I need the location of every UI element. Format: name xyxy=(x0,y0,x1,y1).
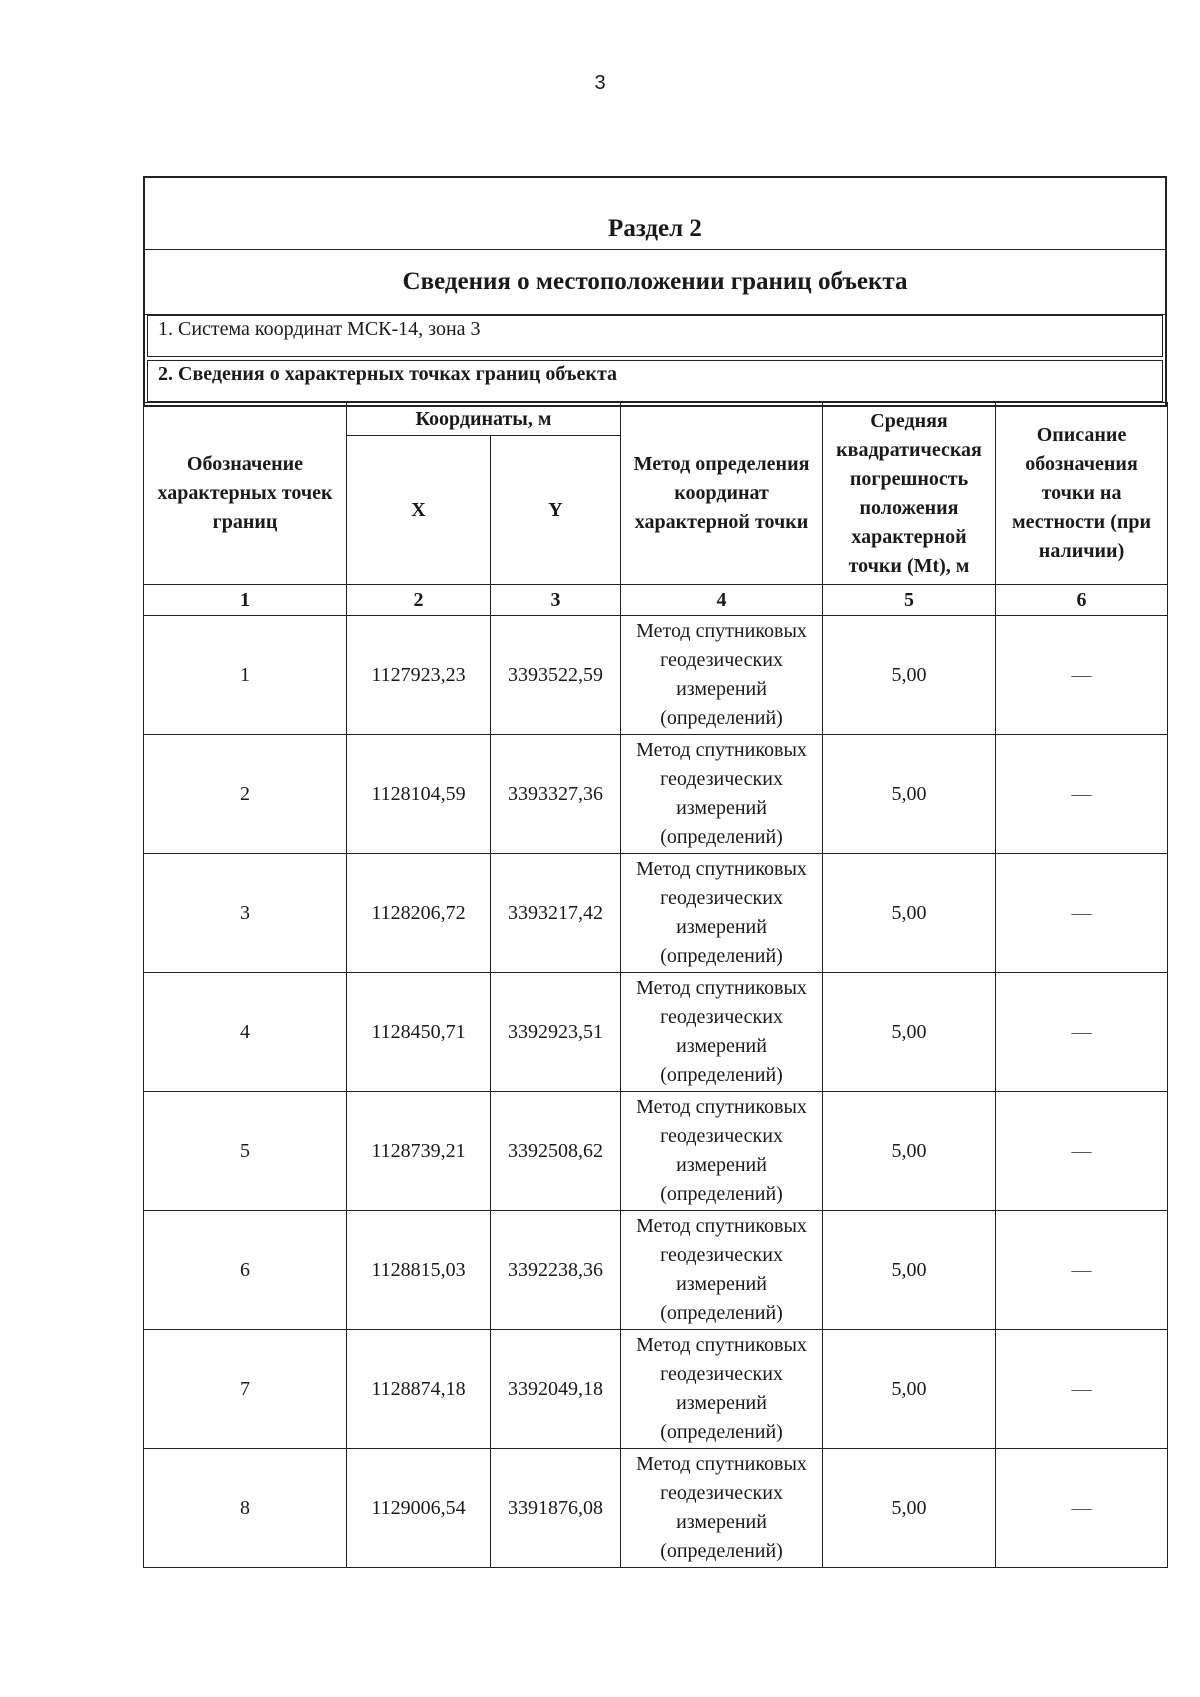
page-number: 3 xyxy=(594,72,606,94)
column-number: 3 xyxy=(491,585,621,616)
x-coordinate: 1128450,71 xyxy=(347,973,491,1092)
error-cell: 5,00 xyxy=(823,1211,996,1330)
description-cell: — xyxy=(996,854,1168,973)
header-description: Описание обозначения точки на местности (при наличии) xyxy=(996,403,1168,585)
x-coordinate: 1128874,18 xyxy=(347,1330,491,1449)
method-cell: Метод спутниковых геодезических измерений (определений) xyxy=(621,1211,823,1330)
error-cell: 5,00 xyxy=(823,973,996,1092)
x-coordinate: 1128739,21 xyxy=(347,1092,491,1211)
table-row xyxy=(144,616,1168,735)
point-id: 5 xyxy=(144,1092,347,1211)
error-cell: 5,00 xyxy=(823,1092,996,1211)
method-cell: Метод спутниковых геодезических измерений (определений) xyxy=(621,1330,823,1449)
table-row xyxy=(144,1330,1168,1449)
point-id: 6 xyxy=(144,1211,347,1330)
section-title: Раздел 2 xyxy=(145,178,1165,250)
table-row xyxy=(144,1211,1168,1330)
column-number: 4 xyxy=(621,585,823,616)
description-cell: — xyxy=(996,1449,1168,1568)
error-cell: 5,00 xyxy=(823,1449,996,1568)
header-coordinates: Координаты, м xyxy=(347,403,621,436)
y-coordinate: 3392238,36 xyxy=(491,1211,621,1330)
coordinate-system: 1. Система координат МСК-14, зона 3 xyxy=(147,315,1163,357)
description-cell: — xyxy=(996,1330,1168,1449)
y-coordinate: 3393217,42 xyxy=(491,854,621,973)
column-number: 1 xyxy=(144,585,347,616)
section-subtitle: Сведения о местоположении границ объекта xyxy=(145,250,1165,315)
description-cell: — xyxy=(996,616,1168,735)
column-number: 2 xyxy=(347,585,491,616)
x-coordinate: 1128206,72 xyxy=(347,854,491,973)
point-id: 3 xyxy=(144,854,347,973)
table-row xyxy=(144,854,1168,973)
error-cell: 5,00 xyxy=(823,854,996,973)
header-y: Y xyxy=(491,436,621,585)
method-cell: Метод спутниковых геодезических измерений (определений) xyxy=(621,1092,823,1211)
section-frame xyxy=(143,176,1167,407)
y-coordinate: 3392049,18 xyxy=(491,1330,621,1449)
column-number: 5 xyxy=(823,585,996,616)
error-cell: 5,00 xyxy=(823,1330,996,1449)
description-cell: — xyxy=(996,1211,1168,1330)
method-cell: Метод спутниковых геодезических измерений (определений) xyxy=(621,735,823,854)
point-id: 7 xyxy=(144,1330,347,1449)
method-cell: Метод спутниковых геодезических измерений (определений) xyxy=(621,616,823,735)
x-coordinate: 1127923,23 xyxy=(347,616,491,735)
point-id: 2 xyxy=(144,735,347,854)
column-numbers-row xyxy=(144,585,1168,616)
description-cell: — xyxy=(996,1092,1168,1211)
error-cell: 5,00 xyxy=(823,616,996,735)
points-heading: 2. Сведения о характерных точках границ объекта xyxy=(147,360,1163,402)
x-coordinate: 1128815,03 xyxy=(347,1211,491,1330)
point-id: 8 xyxy=(144,1449,347,1568)
header-method: Метод определения координат характерной точки xyxy=(621,403,823,585)
x-coordinate: 1128104,59 xyxy=(347,735,491,854)
y-coordinate: 3392508,62 xyxy=(491,1092,621,1211)
point-id: 4 xyxy=(144,973,347,1092)
error-cell: 5,00 xyxy=(823,735,996,854)
point-id: 1 xyxy=(144,616,347,735)
table-row xyxy=(144,735,1168,854)
y-coordinate: 3393327,36 xyxy=(491,735,621,854)
header-error: Средняя квадратическая погрешность положения характерной точки (Mt), м xyxy=(823,403,996,585)
table-row xyxy=(144,973,1168,1092)
method-cell: Метод спутниковых геодезических измерений (определений) xyxy=(621,854,823,973)
column-number: 6 xyxy=(996,585,1168,616)
table-row xyxy=(144,1092,1168,1211)
method-cell: Метод спутниковых геодезических измерений (определений) xyxy=(621,973,823,1092)
method-cell: Метод спутниковых геодезических измерений (определений) xyxy=(621,1449,823,1568)
table-row xyxy=(144,1449,1168,1568)
description-cell: — xyxy=(996,973,1168,1092)
x-coordinate: 1129006,54 xyxy=(347,1449,491,1568)
y-coordinate: 3392923,51 xyxy=(491,973,621,1092)
y-coordinate: 3393522,59 xyxy=(491,616,621,735)
header-x: X xyxy=(347,436,491,585)
header-designation: Обозначение характерных точек границ xyxy=(144,403,347,585)
y-coordinate: 3391876,08 xyxy=(491,1449,621,1568)
boundary-points-table xyxy=(143,402,1168,1568)
description-cell: — xyxy=(996,735,1168,854)
